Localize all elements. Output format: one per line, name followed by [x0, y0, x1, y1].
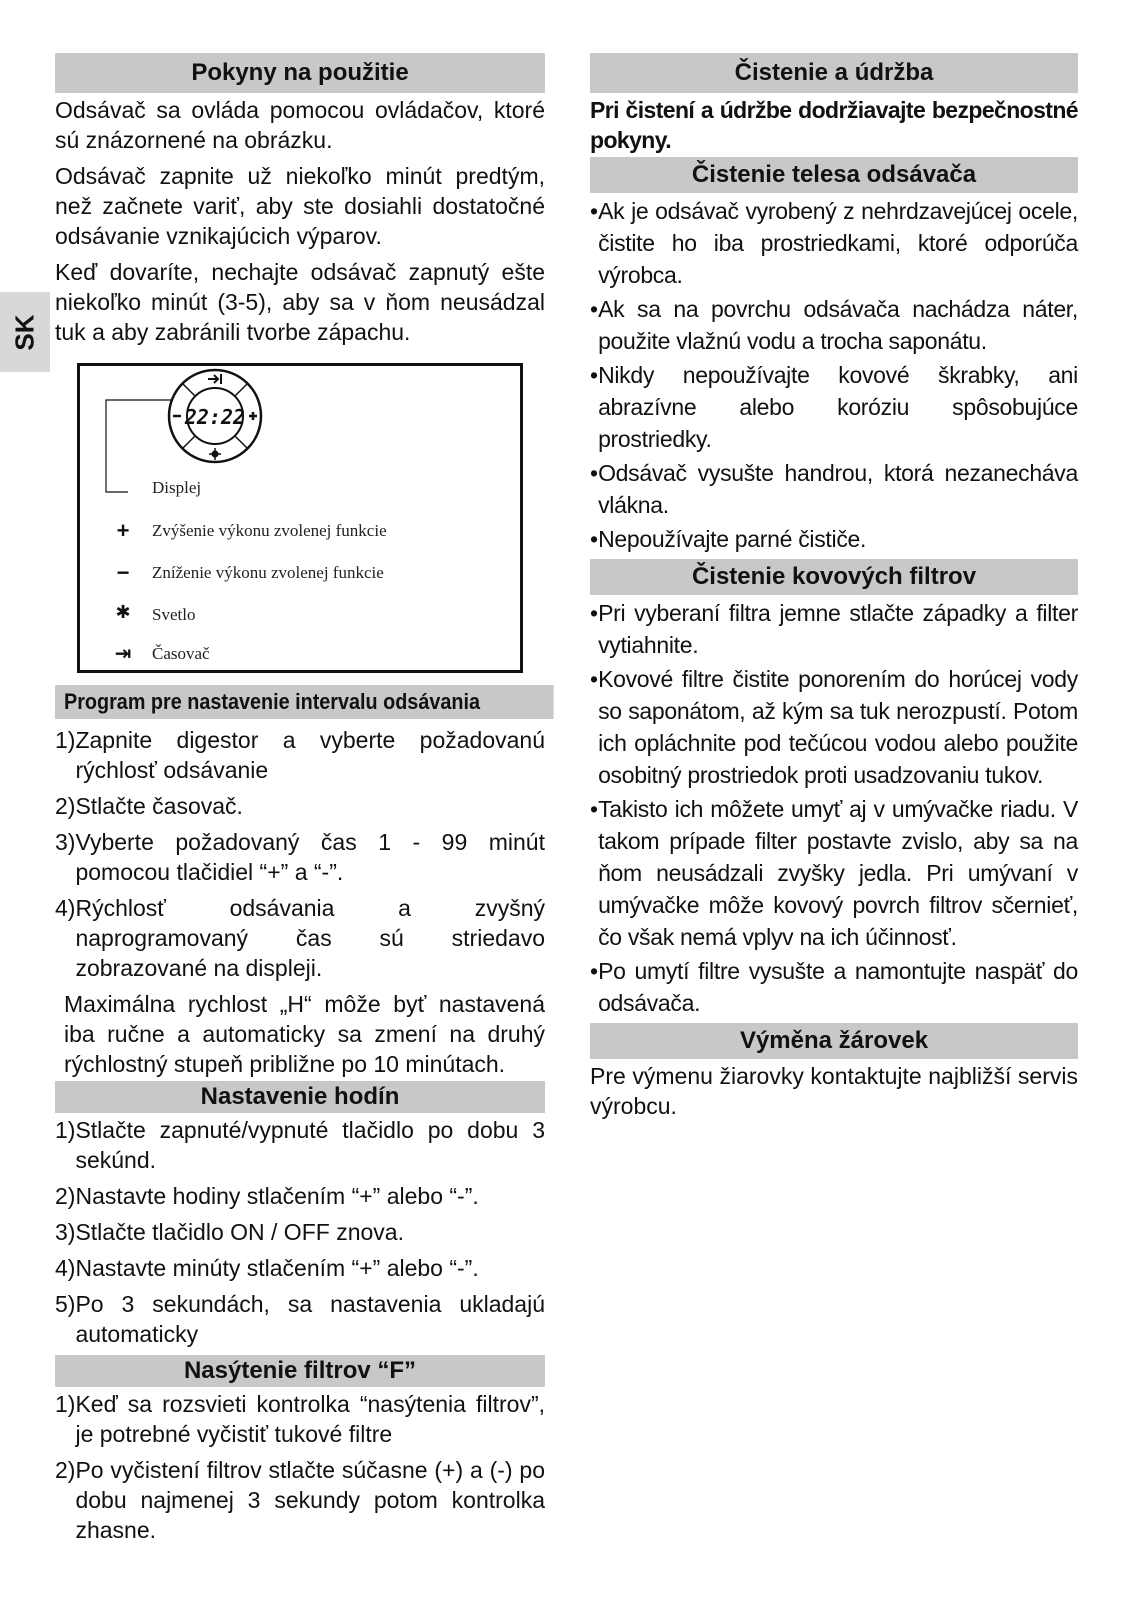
list-item: 4) Nastavte minúty stlačením “+” alebo “-”.: [55, 1255, 479, 1281]
usage-paragraph-3: Keď dovaríte, nechajte odsávač zapnutý ešte niekoľko minút (3-5), aby sa v ňom neusádzal tuk a aby zabránili tvorbe zápachu.: [55, 259, 545, 345]
label-timer: Časovač: [152, 644, 210, 663]
section-title-clock: Nastavenie hodín: [55, 1081, 545, 1113]
filter-cleaning-list: [590, 597, 1078, 1019]
interval-note: Maximálna rychlost „H“ môže byť nastavená iba ručne a automaticky sa zmení na druhý rýchlostný stupeň približne po 10 minútach.: [64, 991, 545, 1077]
list-item: 4) Rýchlosť odsávania a zvyšný naprogramovaný čas sú striedavo zobrazované na displeji.: [55, 895, 545, 981]
timer-icon: ⇥: [114, 643, 132, 665]
label-plus: Zvýšenie výkonu zvolenej funkcie: [152, 521, 387, 540]
list-item: 3) Stlačte tlačidlo ON / OFF znova.: [55, 1219, 404, 1245]
list-item: • Nikdy nepoužívajte kovové škrabky, ani abrazívne alebo koróziu spôsobujúce prostriedky.: [590, 362, 1078, 452]
list-item: • Pri vyberaní filtra jemne stlačte západky a filter vytiahnite.: [590, 600, 1078, 658]
section-title-interval: Program pre nastavenie intervalu odsávania: [55, 685, 554, 719]
minus-icon: −: [116, 560, 130, 585]
list-item: 1) Stlačte zapnuté/vypnuté tlačidlo po dobu 3 sekúnd.: [55, 1117, 545, 1173]
list-item: • Ak sa na povrchu odsávača nachádza náter, použite vlažnú vodu a trocha saponátu.: [590, 296, 1078, 354]
section-title-filters: Nasýtenie filtrov “F”: [55, 1355, 545, 1387]
left-column: [55, 53, 545, 1545]
list-item: • Kovové filtre čistite ponorením do horúcej vody so saponátom, až kým sa tuk nerozpustí. Potom ich opláchnite pod tečúcou vodou alebo použite osobitný prostriedok proti usadzovaniu tukov.: [590, 666, 1078, 788]
filter-steps: [55, 1389, 545, 1545]
list-item: • Nepoužívajte parné čističe.: [590, 526, 867, 552]
usage-paragraph-2: Odsávač zapnite už niekoľko minút predtým, než začnete variť, aby ste dosiahli dostatočné odsávanie vznikajúcich výparov.: [55, 163, 545, 249]
cleaning-safety-note: Pri čistení a údržbe dodržiavajte bezpečnostné pokyny.: [590, 97, 1078, 153]
list-item: 1) Zapnite digestor a vyberte požadovanú rýchlosť odsávanie: [55, 727, 545, 783]
list-item: 2) Po vyčistení filtrov stlačte súčasne (+) a (-) po dobu najmenej 3 sekundy potom kontrolka zhasne.: [55, 1457, 545, 1543]
list-item: 2) Nastavte hodiny stlačením “+” alebo “-”.: [55, 1183, 479, 1209]
label-display: Displej: [152, 478, 202, 497]
label-minus: Zníženie výkonu zvolenej funkcie: [152, 563, 384, 582]
control-dial-icon: [80, 366, 520, 670]
plus-icon: +: [116, 518, 130, 543]
list-item: • Takisto ich môžete umyť aj v umývačke riadu. V takom prípade filter postavte zvislo, aby sa na ňom neusádzali zvyšky jedla. Pri umývaní v umývačke môže kovový povrch filtrov sčernieť, čo však nemá vplyv na ich účinnosť.: [590, 796, 1078, 950]
bulb-replacement-text: Pre výmenu žiarovky kontaktujte najbližší servis výrobcu.: [590, 1063, 1078, 1119]
control-panel-figure: [77, 363, 523, 673]
list-item: 5) Po 3 sekundách, sa nastavenia ukladajú automaticky: [55, 1291, 545, 1347]
usage-paragraph-1: Odsávač sa ovláda pomocou ovládačov, ktoré sú znázornené na obrázku.: [55, 97, 545, 153]
interval-steps: [55, 725, 545, 983]
section-title-bulb-replacement: Výměna žárovek: [590, 1023, 1078, 1059]
clock-steps: [55, 1115, 545, 1349]
display-readout: 22:22: [184, 405, 246, 429]
list-item: • Ak je odsávač vyrobený z nehrdzavejúcej ocele, čistite ho iba prostriedkami, ktoré odporúča výrobca.: [590, 198, 1078, 288]
list-item: 2) Stlačte časovač.: [55, 793, 243, 819]
body-cleaning-list: [590, 195, 1078, 555]
list-item: 3) Vyberte požadovaný čas 1 - 99 minút pomocou tlačidiel “+” a “-”.: [55, 829, 545, 885]
right-column: [590, 53, 1078, 1121]
language-tab: [0, 292, 50, 372]
section-title-filter-cleaning: Čistenie kovových filtrov: [590, 559, 1078, 595]
list-item: • Po umytí filtre vysušte a namontujte naspäť do odsávača.: [590, 958, 1078, 1016]
language-code: SK: [9, 313, 40, 351]
section-title-usage: Pokyny na použitie: [55, 53, 545, 93]
label-light: Svetlo: [152, 605, 196, 624]
section-title-cleaning: Čistenie a údržba: [590, 53, 1078, 93]
section-title-body-cleaning: Čistenie telesa odsávača: [590, 157, 1078, 193]
list-item: • Odsávač vysušte handrou, ktorá nezanecháva vlákna.: [590, 460, 1078, 518]
list-item: 1) Keď sa rozsvieti kontrolka “nasýtenia filtrov”, je potrebné vyčistiť tukové filtre: [55, 1391, 545, 1447]
light-icon: ✱: [115, 602, 131, 622]
